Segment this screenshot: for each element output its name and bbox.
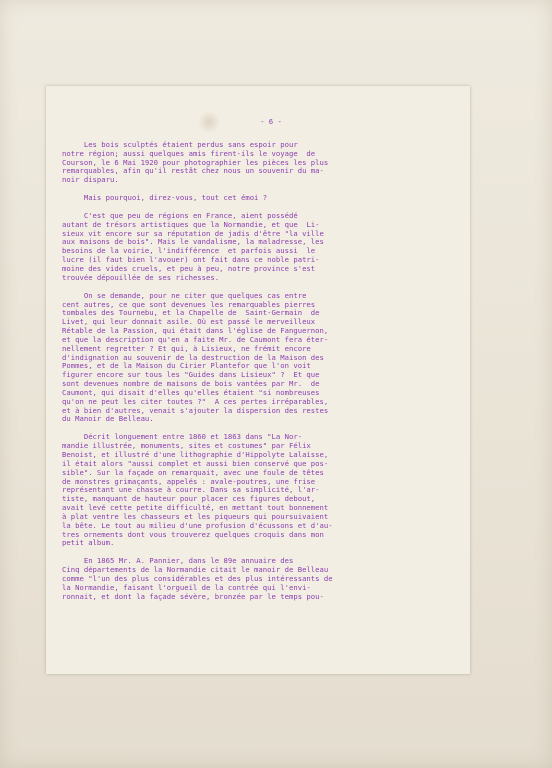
text-line: et que la description qu'en a faite Mr. de Caumont fera éter- xyxy=(62,334,329,344)
text-line: mandie illustrée, monuments, sites et costumes" par Félix xyxy=(62,441,311,451)
text-line: trouvée dépouillée de ses richesses. xyxy=(62,272,220,282)
paragraph-4 xyxy=(62,292,458,425)
paragraph-5 xyxy=(62,433,458,548)
text-line: C'est que peu de régions en France, aient possédé xyxy=(62,210,298,220)
paragraph-6 xyxy=(62,557,458,601)
text-line: sible". Sur la façade on remarquait, avec une foule de têtes xyxy=(62,467,324,477)
text-line: autant de trésors artistiques que la Normandie, et que Li- xyxy=(62,219,320,229)
text-line: cent autres, ce que sont devenues les remarquables pierres xyxy=(62,299,316,309)
text-line: Mais pourquoi, direz-vous, tout cet émoi ? xyxy=(62,193,268,203)
text-line: Rétable de la Passion, qui était dans l'église de Fanguernon, xyxy=(62,326,329,336)
text-line: il était alors "aussi complet et aussi bien conservé que pos- xyxy=(62,458,329,468)
text-line: sieux vit encore sur sa réputation de jadis d'être "la ville xyxy=(62,228,324,238)
text-line: Pommes, et de la Maison du Cirier Plantefor que l'on voit xyxy=(62,361,311,371)
text-line: figurer encore sur tous les "Guides dans Lisieux" ? Et que xyxy=(62,370,320,380)
text-line: Cinq départements de la Normandie citait le manoir de Belleau xyxy=(62,565,329,575)
text-line: tiste, manquant de hauteur pour placer ces figures debout, xyxy=(62,494,316,504)
text-line: Livet, qui leur donnait asile. Où est passé le merveilleux xyxy=(62,317,316,327)
text-line: Caumont, qui disait d'elles qu'elles étaient "si nombreuses xyxy=(62,387,320,397)
text-line: nellement regretter ? Et qui, à Lisieux, ne frémit encore xyxy=(62,343,311,353)
text-line: tres ornements dont vous trouverez quelques croquis dans mon xyxy=(62,529,324,539)
text-line: la bête. Le tout au milieu d'une profusion d'écussons et d'au- xyxy=(62,520,333,530)
text-line: petit album. xyxy=(62,538,115,548)
page-number: - 6 - xyxy=(260,117,282,126)
text-line: Courson, le 6 Mai 1920 pour photographier les pièces les plus xyxy=(62,157,329,167)
text-line: En 1865 Mr. A. Pannier, dans le 89e annuaire des xyxy=(62,556,294,566)
text-line: d'indignation au souvenir de la destruction de la Maison des xyxy=(62,352,324,362)
paragraph-1 xyxy=(62,141,458,185)
text-line: ronnait, et dont la façade sévère, bronzée par le temps pou- xyxy=(62,591,324,601)
text-line: aux maisons de bois". Mais le vandalisme, la maladresse, les xyxy=(62,237,324,247)
page-text xyxy=(62,118,458,602)
text-line: la Normandie, faisant l'orgueil de la contrée qui l'envi- xyxy=(62,582,311,592)
text-line: tombales des Tournebu, et la Chapelle de Saint-Germain de xyxy=(62,308,320,318)
text-line: qu'on ne peut les citer toutes ?" A ces pertes irréparables, xyxy=(62,396,329,406)
text-line: du Manoir de Belleau. xyxy=(62,414,154,424)
text-line: avait levé cette petite difficulté, en mettant tout bonnement xyxy=(62,503,329,513)
text-line: besoins de la voirie, l'indifférence et parfois aussi le xyxy=(62,246,316,256)
text-line: de monstres grimaçants, appelés : avale-poutres, une frise xyxy=(62,476,316,486)
text-line: sont devenues nombre de maisons de bois vantées par Mr. de xyxy=(62,379,320,389)
paragraph-3 xyxy=(62,212,458,283)
text-line: et à bien d'autres, venait s'ajouter la dispersion des restes xyxy=(62,405,329,415)
text-line: remarquables, afin qu'il restât chez nous un souvenir du ma- xyxy=(62,166,324,176)
text-line: à plat ventre les chasseurs et les piqueurs qui poursuivaient xyxy=(62,511,329,521)
text-line: comme "l'un des plus considérables et des plus intéressants de xyxy=(62,573,333,583)
text-line: On se demande, pour ne citer que quelques cas entre xyxy=(62,290,307,300)
text-line: notre région; aussi quelques amis firent-ils le voyage de xyxy=(62,148,316,158)
text-line: noir disparu. xyxy=(62,175,119,185)
text-line: lucre (il faut bien l'avouer) ont fait dans ce noble patri- xyxy=(62,255,320,265)
text-line: représentant une chasse à courre. Dans sa simplicité, l'ar- xyxy=(62,485,320,495)
text-line: Les bois sculptés étaient perdus sans espoir pour xyxy=(62,139,298,149)
text-line: Décrit longuement entre 1860 et 1863 dans "La Nor- xyxy=(62,432,303,442)
text-line: Benoist, et illustré d'une lithographie d'Hippolyte Lalaisse, xyxy=(62,450,329,459)
paragraph-2 xyxy=(62,194,458,203)
text-line: moine des vides cruels, et peu à peu, notre province s'est xyxy=(62,263,316,273)
